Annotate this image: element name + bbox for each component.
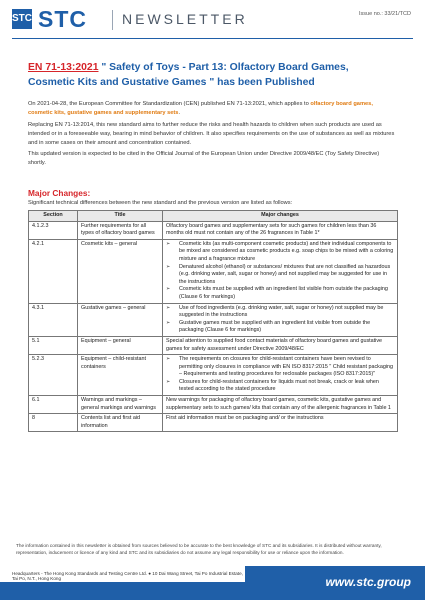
list-item: ➢ Gustative games must be supplied with an ingredient list visible from outside the packaging (Clause 6 for markings) bbox=[166, 320, 394, 335]
section-cell: 4.3.1 bbox=[29, 303, 78, 336]
title-cell: Equipment – child-resistant containers bbox=[78, 355, 163, 396]
changes-cell: Special attention to supplied food contact materials of olfactory board games and gustative games for safety assessment under Directive 2009/48/EC bbox=[163, 336, 398, 354]
major-changes-heading: Major Changes: bbox=[28, 188, 91, 198]
table-row bbox=[29, 303, 398, 336]
section-title: NEWSLETTER bbox=[122, 11, 248, 27]
column-header: Section bbox=[29, 211, 78, 222]
changes-table bbox=[28, 210, 398, 432]
table-row bbox=[29, 221, 398, 239]
brand-name: STC bbox=[38, 6, 87, 32]
section-cell: 6.1 bbox=[29, 396, 78, 414]
list-item: ➢ Closures for child-resistant containers for liquids must not break, crack or leak when tested according to the stated procedure bbox=[166, 379, 394, 394]
title-cell: Warnings and markings – general markings and warnings bbox=[78, 396, 163, 414]
section-cell: 4.2.1 bbox=[29, 239, 78, 303]
scope-highlight: olfactory board games, cosmetic kits, gustative games and supplementary sets bbox=[28, 101, 373, 116]
list-item: ➢ Cosmetic kits must be supplied with an ingredient list visible from outside the packaging (Clause 6 for markings) bbox=[166, 286, 394, 301]
changes-cell: New warnings for packaging of olfactory board games, cosmetic kits, gustative games and supplementary sets to such games/ kits that contain any of the allergenic fragrances in Table 1 bbox=[163, 396, 398, 414]
title-cell: Contents list and first aid information bbox=[78, 414, 163, 432]
title-text: " Safety of Toys - Part 13: Olfactory Board Games, Cosmetic Kits and Gustative Games " has been Published bbox=[28, 62, 349, 88]
table-row bbox=[29, 396, 398, 414]
table-row bbox=[29, 414, 398, 432]
website-link[interactable]: www.stc.group bbox=[325, 575, 411, 589]
changes-cell bbox=[163, 239, 398, 303]
table-row bbox=[29, 239, 398, 303]
title-cell: Further requirements for all types of olfactory board games bbox=[78, 221, 163, 239]
footer-address-strip bbox=[0, 566, 245, 582]
changes-cell: First aid information must be on packaging and/ or the instructions bbox=[163, 414, 398, 432]
headquarters-info bbox=[12, 571, 245, 581]
list-item: ➢ Use of food ingredients (e.g. drinking water, salt, sugar or honey) not supplied may be suggested in the instructions bbox=[166, 305, 394, 320]
table-header-row bbox=[29, 211, 398, 222]
issue-number: Issue no.: 33/21/TCD bbox=[359, 11, 411, 17]
major-changes-intro: Significant technical differences between the new standard and the previous version are listed as follows: bbox=[28, 200, 293, 206]
table-row bbox=[29, 355, 398, 396]
stc-logo-icon: STC bbox=[12, 9, 32, 29]
header bbox=[0, 0, 425, 38]
headquarters-address: 10 Dai Wang Street, Tai Po Industrial Estate, Tai Po, N.T., Hong Kong bbox=[12, 571, 243, 581]
paragraph-text: . bbox=[178, 110, 181, 116]
list-item: ➢ The requirements on closures for child-resistant containers have been revised to permitting only closures in compliance with EN ISO 8317:2015 " Child resistant packaging – Requirements and testing procedures for reclosable packages (ISO 8317:2015)" bbox=[166, 356, 394, 379]
section-cell: 5.2.3 bbox=[29, 355, 78, 396]
title-cell: Gustative games – general bbox=[78, 303, 163, 336]
header-rule bbox=[12, 38, 413, 39]
paragraph-intro bbox=[28, 100, 398, 118]
column-header: Major changes bbox=[163, 211, 398, 222]
standard-code: EN 71-13:2021 bbox=[28, 62, 99, 73]
title-cell: Cosmetic kits – general bbox=[78, 239, 163, 303]
disclaimer: The information contained in this newsletter is obtained from sources believed to be accurate to the best knowledge of STC and its subsidiaries. It is distributed without warranty, representation, inducement or licence of any kind and STC and its subsidiaries do not assume any legal responsibility for use or reliance upon the information. bbox=[16, 543, 382, 555]
headquarters-name: Headquarters - The Hong Kong Standards and Testing Centre Ltd. bbox=[12, 571, 147, 576]
section-cell: 5.1 bbox=[29, 336, 78, 354]
changes-cell bbox=[163, 303, 398, 336]
list-item: ➢ Denatured alcohol (ethanol) or substances/ mixtures that are not classified as hazardous (e.g. drinking water, salt, sugar or honey) and not supplied may be suggested for use in the instructions bbox=[166, 264, 394, 287]
changes-cell bbox=[163, 355, 398, 396]
table-row bbox=[29, 336, 398, 354]
column-header: Title bbox=[78, 211, 163, 222]
section-cell: 8 bbox=[29, 414, 78, 432]
header-divider bbox=[112, 10, 113, 30]
list-item: ➢ Cosmetic kits (as multi-component cosmetic products) and their individual components to be mixed are considered as cosmetic products e.g. soap chips to be mixed with a coloring mixture and a fragrance mixture bbox=[166, 241, 394, 264]
changes-cell: Olfactory board games and supplementary sets for such games for children less than 36 months old must not contain any of the 26 fragrances in Table 1* bbox=[163, 221, 398, 239]
paragraph-replacing: Replacing EN 71-13:2014, this new standard aims to further reduce the risks and health hazards to children when such products are used as intended or in a foreseeable way, bearing in mind behavior of children. It also specifies requirements on the use of substances as well as mixtures and in some cases on their amount and concentration contained. bbox=[28, 122, 395, 146]
section-cell: 4.1.2.3 bbox=[29, 221, 78, 239]
paragraph-citation: This updated version is expected to be cited in the Official Journal of the European Union under Directive 2009/48/EC (Toy Safety Directive) shortly. bbox=[28, 151, 380, 166]
title-cell: Equipment – general bbox=[78, 336, 163, 354]
article-title bbox=[28, 60, 398, 90]
paragraph-text: On 2021-04-28, the European Committee for Standardization (CEN) published EN 71-13:2021, which applies to bbox=[28, 101, 309, 107]
location-icon: ● bbox=[148, 571, 151, 576]
